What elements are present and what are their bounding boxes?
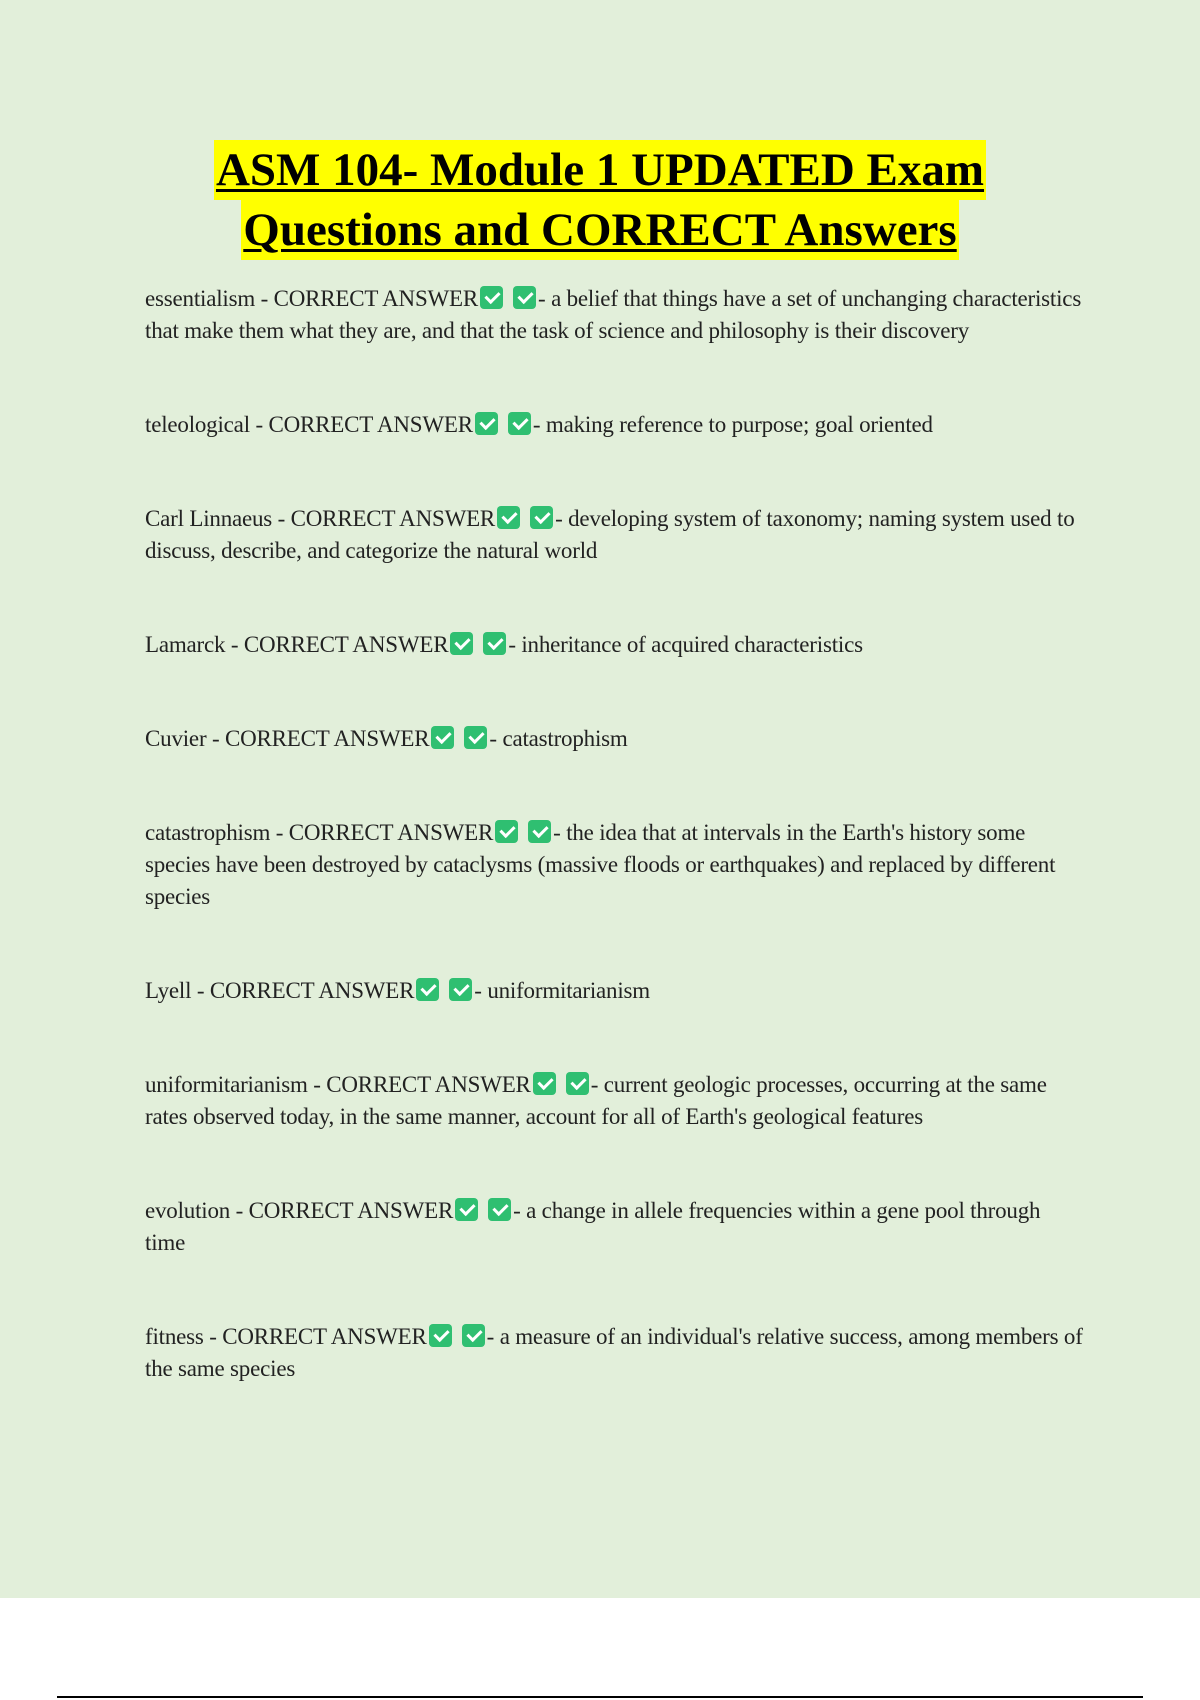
document-title — [0, 140, 1200, 260]
check-box-icon — [462, 1324, 485, 1347]
qa-term: Cuvier — [145, 726, 207, 751]
qa-item: evolution - CORRECT ANSWER - a change in allele frequencies within a gene pool through time — [145, 1198, 1041, 1255]
check-box-icon — [533, 1072, 556, 1095]
qa-term: Lyell — [145, 978, 192, 1003]
qa-list — [145, 283, 1085, 1447]
title-line-1: ASM 104- Module 1 UPDATED Exam — [214, 140, 986, 200]
qa-term: Lamarck — [145, 632, 226, 657]
check-box-icon — [530, 506, 553, 529]
qa-term: uniformitarianism — [145, 1072, 308, 1097]
qa-answer-label: CORRECT ANSWER — [209, 978, 415, 1003]
qa-item: teleological - CORRECT ANSWER - making reference to purpose; goal oriented — [145, 412, 933, 437]
qa-term: Carl Linnaeus — [145, 506, 273, 531]
qa-answer-label: CORRECT ANSWER — [288, 820, 494, 845]
check-box-icon — [480, 286, 503, 309]
qa-term: fitness — [145, 1324, 204, 1349]
qa-definition: a measure of an individual's relative success, among members of the same species — [145, 1324, 1083, 1381]
qa-definition: current geologic processes, occurring at the same rates observed today, in the same manner, account for all of Earth's geological features — [145, 1072, 1047, 1129]
qa-term: catastrophism — [145, 820, 271, 845]
check-box-icon — [449, 978, 472, 1001]
qa-definition: developing system of taxonomy; naming system used to discuss, describe, and categorize the natural world — [145, 506, 1075, 563]
check-box-icon — [464, 726, 487, 749]
qa-answer-label: CORRECT ANSWER — [222, 1324, 427, 1349]
check-box-icon — [450, 632, 473, 655]
qa-term: teleological — [145, 412, 250, 437]
qa-item: uniformitarianism - CORRECT ANSWER - current geologic processes, occurring at the same rates observed today, in the same manner, account for all of Earth's geological features — [145, 1072, 1047, 1129]
qa-item: catastrophism - CORRECT ANSWER - the idea that at intervals in the Earth's history some species have been destroyed by cataclysms (massive floods or earthquakes) and replaced by different species — [145, 820, 1056, 909]
qa-item: Carl Linnaeus - CORRECT ANSWER - developing system of taxonomy; naming system used to discuss, describe, and categorize the natural world — [145, 506, 1075, 563]
qa-item: Lyell - CORRECT ANSWER - uniformitarianism — [145, 978, 650, 1003]
qa-definition: making reference to purpose; goal oriented — [545, 412, 933, 437]
page-divider — [57, 1696, 1143, 1698]
check-box-icon — [475, 412, 498, 435]
check-box-icon — [566, 1072, 589, 1095]
qa-answer-label: CORRECT ANSWER — [248, 1198, 454, 1223]
qa-definition: inheritance of acquired characteristics — [521, 632, 863, 657]
check-box-icon — [416, 978, 439, 1001]
qa-answer-label: CORRECT ANSWER — [224, 726, 430, 751]
qa-term: evolution — [145, 1198, 231, 1223]
qa-definition: a change in allele frequencies within a gene pool through time — [145, 1198, 1041, 1255]
qa-answer-label: CORRECT ANSWER — [268, 412, 473, 437]
qa-answer-label: CORRECT ANSWER — [290, 506, 496, 531]
qa-item: fitness - CORRECT ANSWER - a measure of an individual's relative success, among members of the same species — [145, 1324, 1083, 1381]
check-box-icon — [495, 820, 518, 843]
check-box-icon — [508, 412, 531, 435]
qa-item: Cuvier - CORRECT ANSWER - catastrophism — [145, 726, 628, 751]
check-box-icon — [488, 1198, 511, 1221]
qa-definition: a belief that things have a set of unchanging characteristics that make them what they are, and that the task of science and philosophy is their discovery — [145, 286, 1082, 343]
qa-definition: catastrophism — [502, 726, 628, 751]
qa-answer-label: CORRECT ANSWER — [243, 632, 449, 657]
title-line-2: Questions and CORRECT Answers — [241, 200, 958, 260]
check-box-icon — [483, 632, 506, 655]
qa-term: essentialism — [145, 286, 256, 311]
qa-answer-label: CORRECT ANSWER — [273, 286, 479, 311]
qa-definition: uniformitarianism — [487, 978, 650, 1003]
check-box-icon — [513, 286, 536, 309]
check-box-icon — [497, 506, 520, 529]
qa-item: Lamarck - CORRECT ANSWER - inheritance of acquired characteristics — [145, 632, 863, 657]
qa-answer-label: CORRECT ANSWER — [326, 1072, 531, 1097]
qa-definition: the idea that at intervals in the Earth's history some species have been destroyed by cataclysms (massive floods or earthquakes) and replaced by different species — [145, 820, 1056, 909]
check-box-icon — [431, 726, 454, 749]
qa-item: essentialism - CORRECT ANSWER - a belief that things have a set of unchanging characteristics that make them what they are, and that the task of science and philosophy is their discovery — [145, 286, 1082, 343]
check-box-icon — [429, 1324, 452, 1347]
check-box-icon — [528, 820, 551, 843]
check-box-icon — [455, 1198, 478, 1221]
